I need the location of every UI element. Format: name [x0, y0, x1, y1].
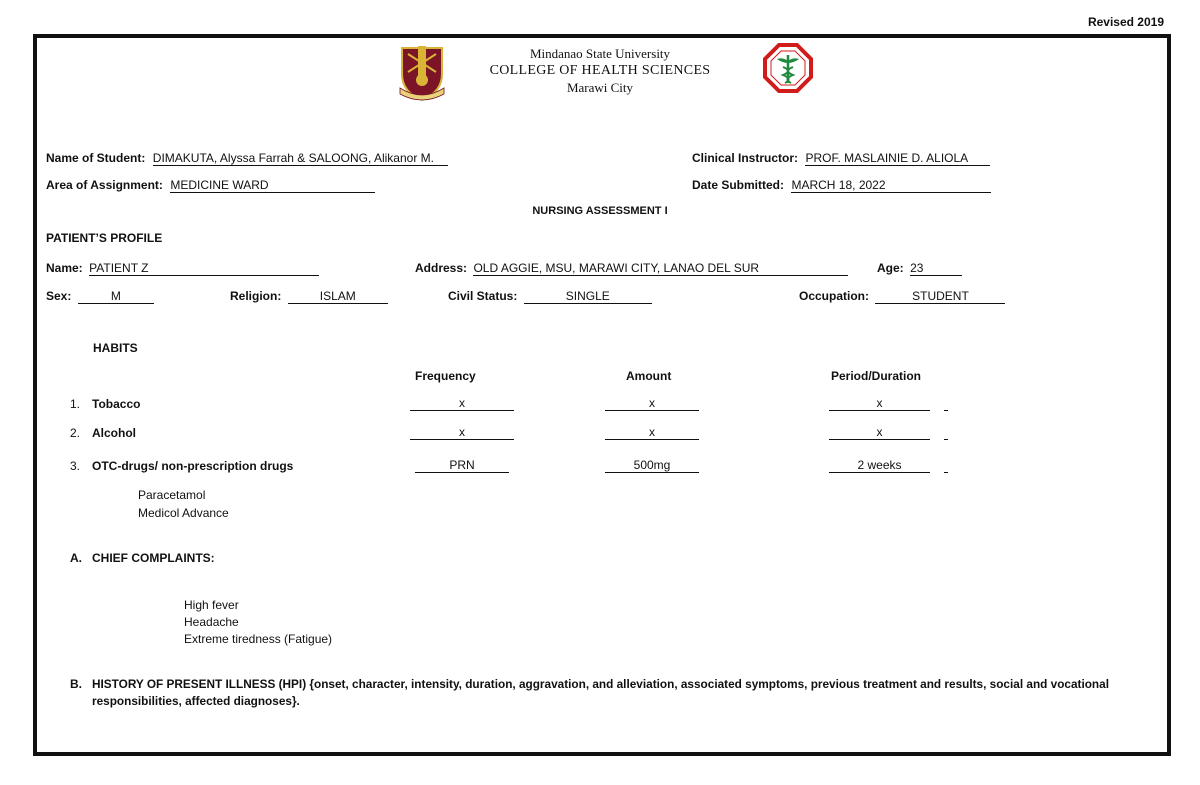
sex-field [46, 287, 154, 305]
complaint-item: Headache [184, 615, 239, 629]
college-name: COLLEGE OF HEALTH SCIENCES [489, 63, 711, 78]
student-label: Name of Student: [46, 151, 146, 165]
drug-item: Paracetamol [138, 488, 206, 502]
form-border [33, 34, 1171, 756]
habit-amount: x [605, 396, 699, 411]
complaint-item: High fever [184, 598, 239, 612]
hpi-letter: B. [70, 677, 82, 691]
civil-status-value: SINGLE [524, 289, 652, 304]
habits-col-period: Period/Duration [831, 369, 922, 383]
date-submitted-label: Date Submitted: [692, 178, 785, 192]
habit-label: Tobacco [92, 397, 141, 411]
assignment-field [46, 176, 375, 194]
habit-trailing-blank [944, 429, 948, 440]
sex-value: M [78, 289, 154, 304]
occupation-label: Occupation: [799, 289, 870, 303]
habit-label: Alcohol [92, 426, 136, 440]
patient-profile-heading: PATIENT’S PROFILE [46, 231, 163, 245]
habits-col-amount: Amount [626, 369, 672, 383]
assignment-value: MEDICINE WARD [170, 178, 375, 193]
habits-col-frequency: Frequency [415, 369, 476, 383]
age-label: Age: [877, 261, 904, 275]
habit-num: 2. [70, 426, 81, 440]
habit-period: x [829, 425, 930, 440]
chs-caduceus-logo [763, 43, 813, 93]
form-title: NURSING ASSESSMENT I [532, 205, 668, 217]
habit-num: 3. [70, 459, 81, 473]
occupation-field [799, 287, 1005, 305]
student-field [46, 149, 448, 167]
address-field [415, 259, 848, 277]
religion-label: Religion: [230, 289, 282, 303]
civil-status-label: Civil Status: [448, 289, 518, 303]
habit-amount: x [605, 425, 699, 440]
assignment-label: Area of Assignment: [46, 178, 163, 192]
habits-heading: HABITS [93, 341, 138, 355]
habit-period: 2 weeks [829, 458, 930, 473]
religion-field [230, 287, 388, 305]
age-value: 23 [910, 261, 962, 276]
habit-trailing-blank [944, 462, 948, 473]
instructor-field [692, 149, 990, 167]
patient-name-field [46, 259, 319, 277]
habit-frequency: PRN [415, 458, 509, 473]
hpi-heading-line2: responsibilities, affected diagnoses}. [92, 694, 300, 708]
habit-frequency: x [410, 396, 514, 411]
drug-item: Medicol Advance [138, 506, 229, 520]
revised-label: Revised 2019 [1087, 15, 1164, 29]
patient-name-label: Name: [46, 261, 83, 275]
civil-status-field [448, 287, 652, 305]
city-name: Marawi City [566, 80, 634, 95]
instructor-value: PROF. MASLAINIE D. ALIOLA [805, 151, 990, 166]
habit-frequency: x [410, 425, 514, 440]
habit-num: 1. [70, 397, 81, 411]
complaint-item: Extreme tiredness (Fatigue) [184, 632, 333, 646]
habit-period: x [829, 396, 930, 411]
address-value: OLD AGGIE, MSU, MARAWI CITY, LANAO DEL SUR [473, 261, 848, 276]
sex-label: Sex: [46, 289, 72, 303]
age-field [877, 259, 962, 277]
habit-amount: 500mg [605, 458, 699, 473]
university-name: Mindanao State University [529, 46, 671, 61]
student-value: DIMAKUTA, Alyssa Farrah & SALOONG, Alikanor M. [153, 151, 448, 166]
chief-complaints-letter: A. [70, 551, 82, 565]
habit-trailing-blank [944, 400, 948, 411]
patient-name-value: PATIENT Z [89, 261, 319, 276]
chief-complaints-heading: CHIEF COMPLAINTS: [92, 551, 215, 565]
habit-label: OTC-drugs/ non-prescription drugs [92, 459, 294, 473]
hpi-heading-line1: HISTORY OF PRESENT ILLNESS (HPI) {onset, character, intensity, duration, aggravation, and alleviation, associated symptoms, previous treatment and results, social and vocational [92, 677, 1109, 691]
instructor-label: Clinical Instructor: [692, 151, 799, 165]
occupation-value: STUDENT [875, 289, 1005, 304]
address-label: Address: [415, 261, 468, 275]
religion-value: ISLAM [288, 289, 388, 304]
date-submitted-value: MARCH 18, 2022 [791, 178, 991, 193]
date-submitted-field [692, 176, 991, 194]
